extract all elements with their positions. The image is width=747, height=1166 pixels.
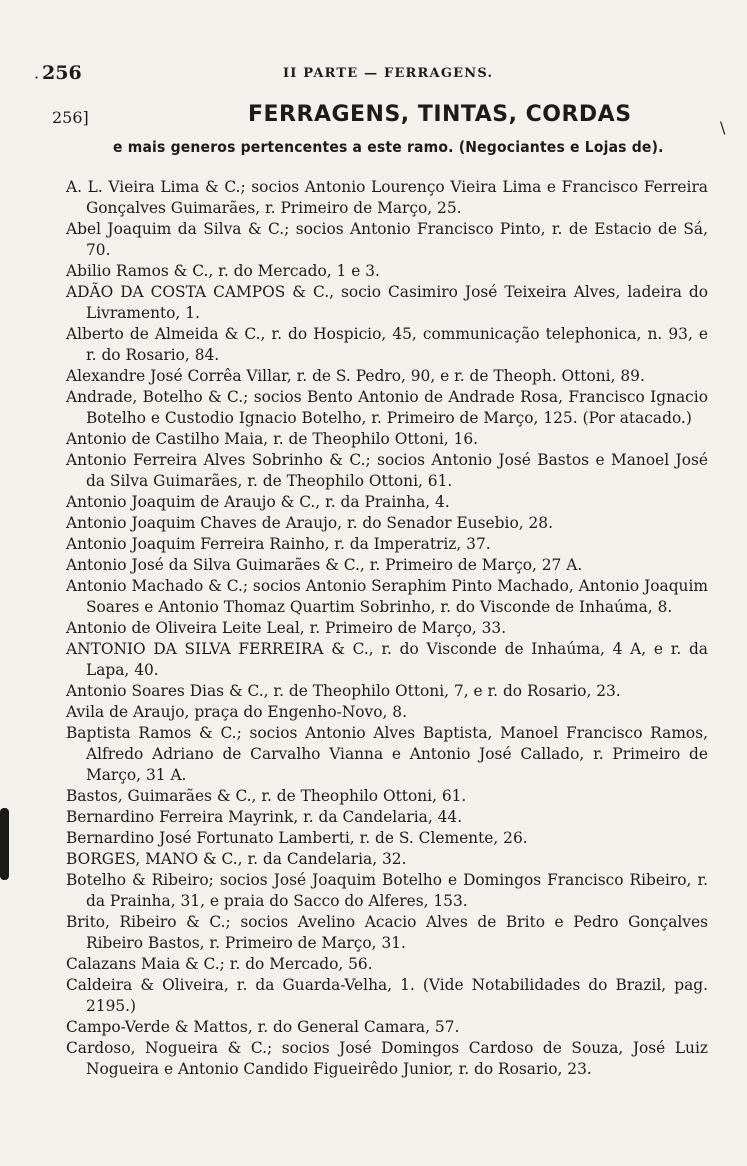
list-item: Brito, Ribeiro & C.; socios Avelino Acacio Alves de Brito e Pedro Gonçalves Ribeiro Bastos, r. Primeiro de Março, 31. — [66, 913, 708, 952]
list-item: Antonio de Castilho Maia, r. de Theophilo Ottoni, 16. — [66, 430, 479, 448]
page-number: 256 — [42, 62, 82, 84]
list-item: A. L. Vieira Lima & C.; socios Antonio Lourenço Vieira Lima e Francisco Ferreira Gonçalves Guimarães, r. Primeiro de Março, 25. — [66, 178, 708, 217]
list-item: Antonio Joaquim Chaves de Araujo, r. do Senador Eusebio, 28. — [66, 514, 553, 532]
list-item: Antonio de Oliveira Leite Leal, r. Primeiro de Março, 33. — [66, 619, 507, 637]
list-item: Alexandre José Corrêa Villar, r. de S. Pedro, 90, e r. de Theoph. Ottoni, 89. — [66, 367, 645, 385]
list-item: Botelho & Ribeiro; socios José Joaquim Botelho e Domingos Francisco Ribeiro, r. da Prainha, 31, e praia do Sacco do Alferes, 153. — [66, 871, 708, 910]
list-item: Antonio Joaquim Ferreira Rainho, r. da Imperatriz, 37. — [66, 535, 491, 553]
running-title: II PARTE — FERRAGENS. — [283, 66, 494, 81]
binding-edge — [0, 808, 9, 880]
section-title: FERRAGENS, TINTAS, CORDAS — [248, 102, 632, 127]
list-item: BORGES, MANO & C., r. da Candelaria, 32. — [66, 850, 407, 868]
list-item: Antonio Joaquim de Araujo & C., r. da Prainha, 4. — [66, 493, 450, 511]
list-item: Bernardino Ferreira Mayrink, r. da Candelaria, 44. — [66, 808, 463, 826]
margin-mark: \ — [720, 118, 726, 137]
list-item: Caldeira & Oliveira, r. da Guarda-Velha, 1. (Vide Notabilidades do Brazil, pag. 2195.) — [66, 976, 708, 1015]
list-item: Cardoso, Nogueira & C.; socios José Domingos Cardoso de Souza, José Luiz Nogueira e Antonio Candido Figueirêdo Junior, r. do Rosario, 23. — [66, 1039, 708, 1078]
list-item: Calazans Maia & C.; r. do Mercado, 56. — [66, 955, 373, 973]
margin-mark: · — [34, 68, 40, 87]
list-item: Baptista Ramos & C.; socios Antonio Alves Baptista, Manoel Francisco Ramos, Alfredo Adriano de Carvalho Vianna e Antonio José Callado, r. Primeiro de Março, 31 A. — [66, 724, 708, 784]
list-item: Antonio Soares Dias & C., r. de Theophilo Ottoni, 7, e r. do Rosario, 23. — [66, 682, 621, 700]
list-item: ANTONIO DA SILVA FERREIRA & C., r. do Visconde de Inhaúma, 4 A, e r. da Lapa, 40. — [66, 640, 708, 679]
list-item: Andrade, Botelho & C.; socios Bento Antonio de Andrade Rosa, Francisco Ignacio Botelho e Custodio Ignacio Botelho, r. Primeiro de Março, 125. (Por atacado.) — [66, 388, 708, 427]
list-item: Avila de Araujo, praça do Engenho-Novo, 8. — [66, 703, 407, 721]
page-header — [38, 62, 718, 88]
section-subtitle: e mais generos pertencentes a este ramo. (Negociantes e Lojas de). — [113, 138, 664, 156]
list-item: Bernardino José Fortunato Lamberti, r. de S. Clemente, 26. — [66, 829, 528, 847]
list-item: Antonio José da Silva Guimarães & C., r. Primeiro de Março, 27 A. — [66, 556, 583, 574]
list-item: Antonio Ferreira Alves Sobrinho & C.; socios Antonio José Bastos e Manoel José da Silva Guimarães, r. de Theophilo Ottoni, 61. — [66, 451, 708, 490]
entry-list — [66, 177, 708, 1080]
list-item: Alberto de Almeida & C., r. do Hospicio, 45, communicação telephonica, n. 93, e r. do Rosario, 84. — [66, 325, 708, 364]
list-item: Abilio Ramos & C., r. do Mercado, 1 e 3. — [66, 262, 380, 280]
list-item: Campo-Verde & Mattos, r. do General Camara, 57. — [66, 1018, 460, 1036]
list-item: Antonio Machado & C.; socios Antonio Seraphim Pinto Machado, Antonio Joaquim Soares e Antonio Thomaz Quartim Sobrinho, r. do Visconde de Inhaúma, 8. — [66, 577, 708, 616]
list-item: ADÃO DA COSTA CAMPOS & C., socio Casimiro José Teixeira Alves, ladeira do Livramento, 1. — [66, 283, 708, 322]
list-item: Bastos, Guimarães & C., r. de Theophilo Ottoni, 61. — [66, 787, 467, 805]
section-number: 256] — [52, 108, 89, 127]
list-item: Abel Joaquim da Silva & C.; socios Antonio Francisco Pinto, r. de Estacio de Sá, 70. — [66, 220, 708, 259]
